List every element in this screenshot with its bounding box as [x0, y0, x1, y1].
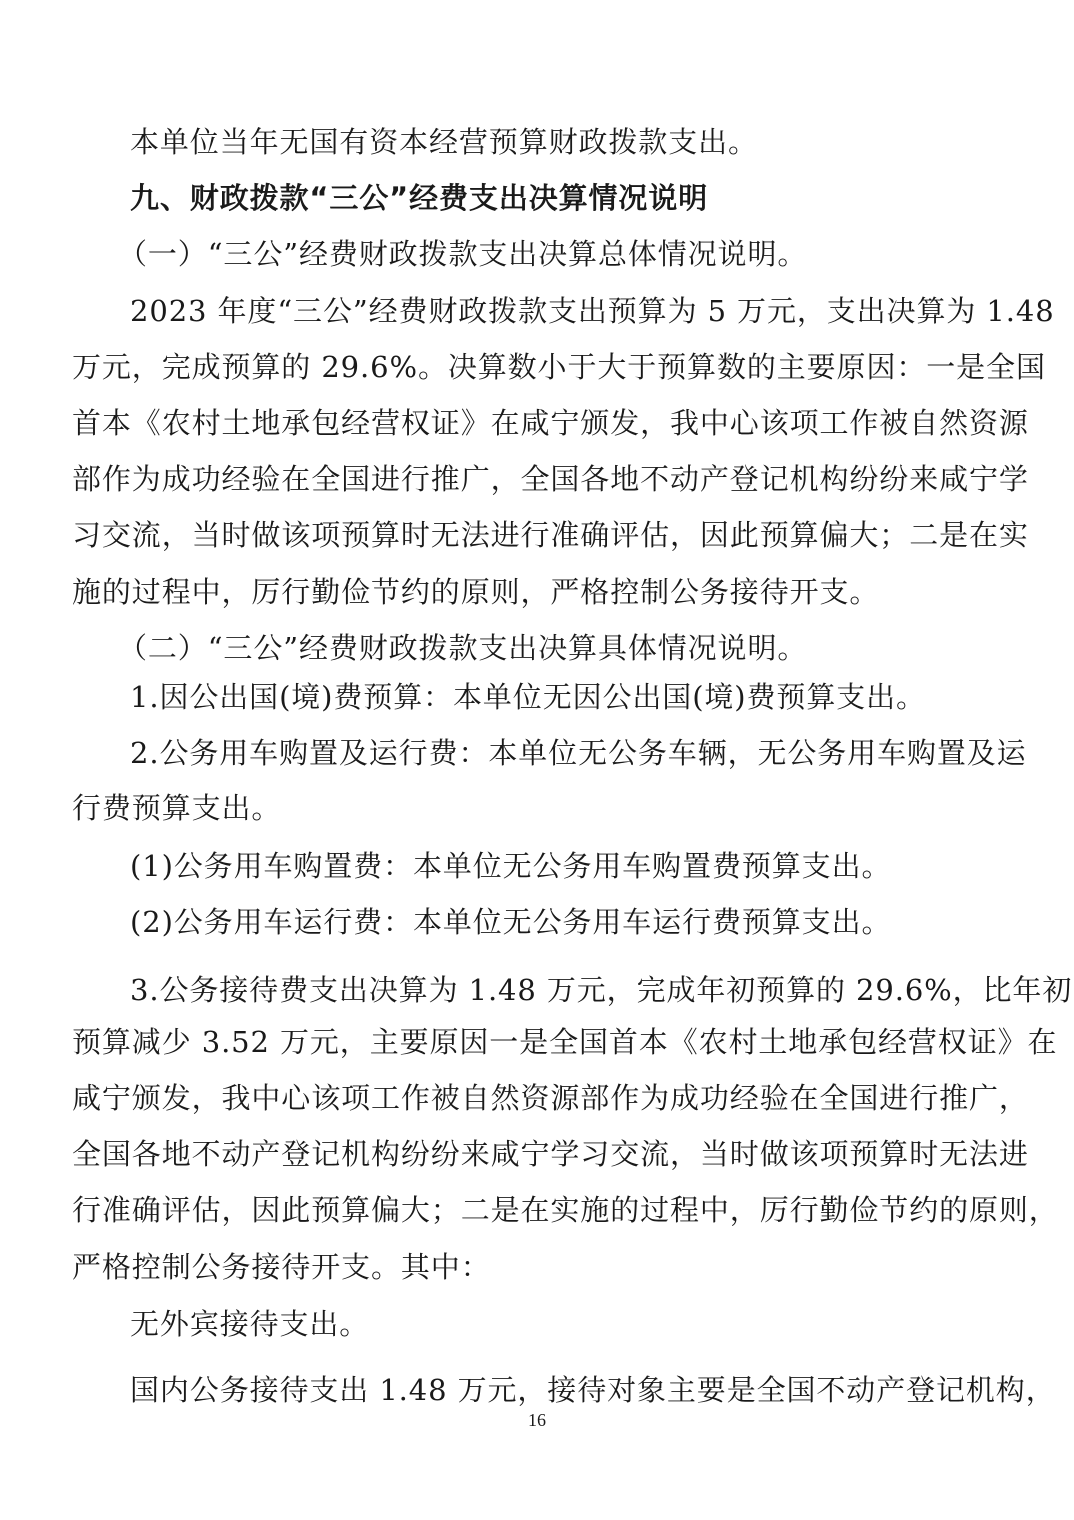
- page-number: 16: [528, 1410, 546, 1430]
- item-vehicle-operation: (2)公务用车运行费：本单位无公务用车运行费预算支出。: [130, 905, 892, 939]
- section-heading-nine: 九、财政拨款“三公”经费支出决算情况说明: [130, 181, 709, 215]
- item-reception-line-2: 预算减少 3.52 万元，主要原因一是全国首本《农村土地承包经营权证》在: [72, 1025, 1058, 1059]
- item-reception-line-4: 全国各地不动产登记机构纷纷来咸宁学习交流，当时做该项预算时无法进: [72, 1137, 1029, 1171]
- paragraph-overall-line-3: 首本《农村土地承包经营权证》在咸宁颁发，我中心该项工作被自然资源: [72, 406, 1029, 440]
- subheading-two: （二）“三公”经费财政拨款支出决算具体情况说明。: [118, 631, 808, 665]
- item-reception-line-1: 3.公务接待费支出决算为 1.48 万元，完成年初预算的 29.6%，比年初: [130, 973, 1073, 1007]
- paragraph-overall-line-5: 习交流，当时做该项预算时无法进行准确评估，因此预算偏大；二是在实: [72, 518, 1029, 552]
- paragraph-overall-line-1: 2023 年度“三公”经费财政拨款支出预算为 5 万元，支出决算为 1.48: [130, 294, 1055, 328]
- paragraph-no-state-capital-budget: 本单位当年无国有资本经营预算财政拨款支出。: [130, 125, 758, 159]
- item-overseas-travel: 1.因公出国(境)费预算：本单位无因公出国(境)费预算支出。: [130, 680, 926, 714]
- paragraph-overall-line-2: 万元，完成预算的 29.6%。决算数小于大于预算数的主要原因：一是全国: [72, 350, 1046, 384]
- subheading-one: （一）“三公”经费财政拨款支出决算总体情况说明。: [118, 237, 808, 271]
- paragraph-overall-line-6: 施的过程中，厉行勤俭节约的原则，严格控制公务接待开支。: [72, 575, 880, 609]
- item-reception-line-6: 严格控制公务接待开支。其中：: [72, 1250, 491, 1284]
- paragraph-no-foreign-guests: 无外宾接待支出。: [130, 1307, 370, 1341]
- paragraph-overall-line-4: 部作为成功经验在全国进行推广，全国各地不动产登记机构纷纷来咸宁学: [72, 462, 1029, 496]
- item-vehicle-line-2: 行费预算支出。: [72, 791, 282, 825]
- item-reception-line-5: 行准确评估，因此预算偏大；二是在实施的过程中，厉行勤俭节约的原则，: [72, 1193, 1059, 1227]
- item-vehicle-purchase: (1)公务用车购置费：本单位无公务用车购置费预算支出。: [130, 849, 892, 883]
- item-reception-line-3: 咸宁颁发，我中心该项工作被自然资源部作为成功经验在全国进行推广，: [72, 1081, 1029, 1115]
- item-vehicle-line-1: 2.公务用车购置及运行费：本单位无公务车辆，无公务用车购置及运: [130, 736, 1027, 770]
- paragraph-domestic-reception: 国内公务接待支出 1.48 万元，接待对象主要是全国不动产登记机构，: [130, 1373, 1056, 1407]
